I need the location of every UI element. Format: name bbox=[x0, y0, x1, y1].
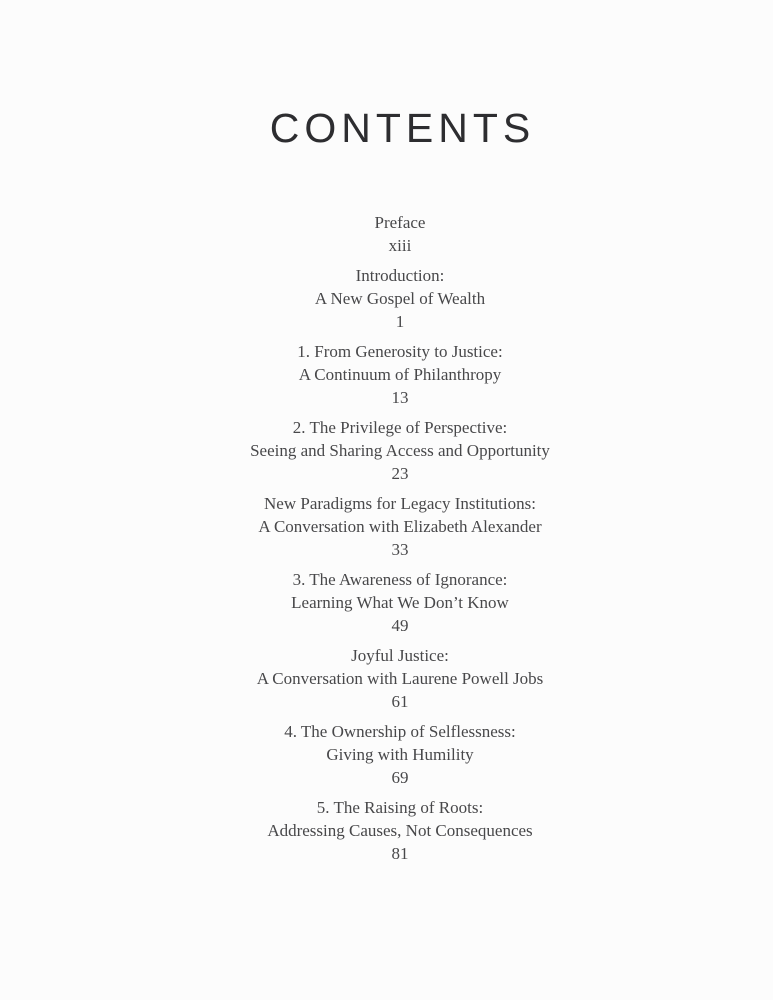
entry-title-line: New Paradigms for Legacy Institutions: bbox=[264, 494, 536, 513]
entry-title-line: Giving with Humility bbox=[326, 745, 474, 764]
toc-entry-chapter-5 bbox=[27, 796, 773, 865]
entry-title-line: Introduction: bbox=[355, 266, 445, 285]
entry-page-number: 69 bbox=[391, 768, 409, 787]
entry-page-number: 1 bbox=[395, 312, 405, 331]
entry-page-number: 49 bbox=[391, 616, 409, 635]
entry-page-number: 23 bbox=[391, 464, 409, 483]
entry-title-line: A Conversation with Elizabeth Alexander bbox=[258, 517, 542, 536]
entry-page-number: 13 bbox=[391, 388, 409, 407]
toc-entry-introduction bbox=[27, 264, 773, 333]
toc-entry-chapter-3 bbox=[27, 568, 773, 637]
entry-page-number: 33 bbox=[391, 540, 409, 559]
entry-title-line: Preface bbox=[374, 213, 426, 232]
entry-title-line: Seeing and Sharing Access and Opportunity bbox=[250, 441, 550, 460]
toc-entry-preface bbox=[27, 211, 773, 257]
entry-title-line: A Continuum of Philanthropy bbox=[298, 365, 502, 384]
toc-entry-conversation-alexander bbox=[27, 492, 773, 561]
entry-page-number: xiii bbox=[388, 236, 412, 255]
entry-title-line: 5. The Raising of Roots: bbox=[316, 798, 484, 817]
table-of-contents bbox=[27, 211, 773, 865]
toc-entry-chapter-2 bbox=[27, 416, 773, 485]
entry-title-line: Learning What We Don’t Know bbox=[291, 593, 509, 612]
toc-entry-conversation-jobs bbox=[27, 644, 773, 713]
entry-title-line: 1. From Generosity to Justice: bbox=[297, 342, 503, 361]
entry-title-line: Joyful Justice: bbox=[351, 646, 449, 665]
entry-title-line: Addressing Causes, Not Consequences bbox=[267, 821, 533, 840]
entry-page-number: 61 bbox=[391, 692, 409, 711]
toc-entry-chapter-4 bbox=[27, 720, 773, 789]
entry-title-line: A Conversation with Laurene Powell Jobs bbox=[256, 669, 544, 688]
entry-title-line: A New Gospel of Wealth bbox=[314, 289, 486, 308]
toc-entry-chapter-1 bbox=[27, 340, 773, 409]
entry-title-line: 3. The Awareness of Ignorance: bbox=[292, 570, 508, 589]
contents-page bbox=[27, 0, 773, 865]
entry-title-line: 4. The Ownership of Selflessness: bbox=[284, 722, 516, 741]
page-title: CONTENTS bbox=[269, 105, 536, 151]
entry-title-line: 2. The Privilege of Perspective: bbox=[292, 418, 508, 437]
entry-page-number: 81 bbox=[391, 844, 409, 863]
